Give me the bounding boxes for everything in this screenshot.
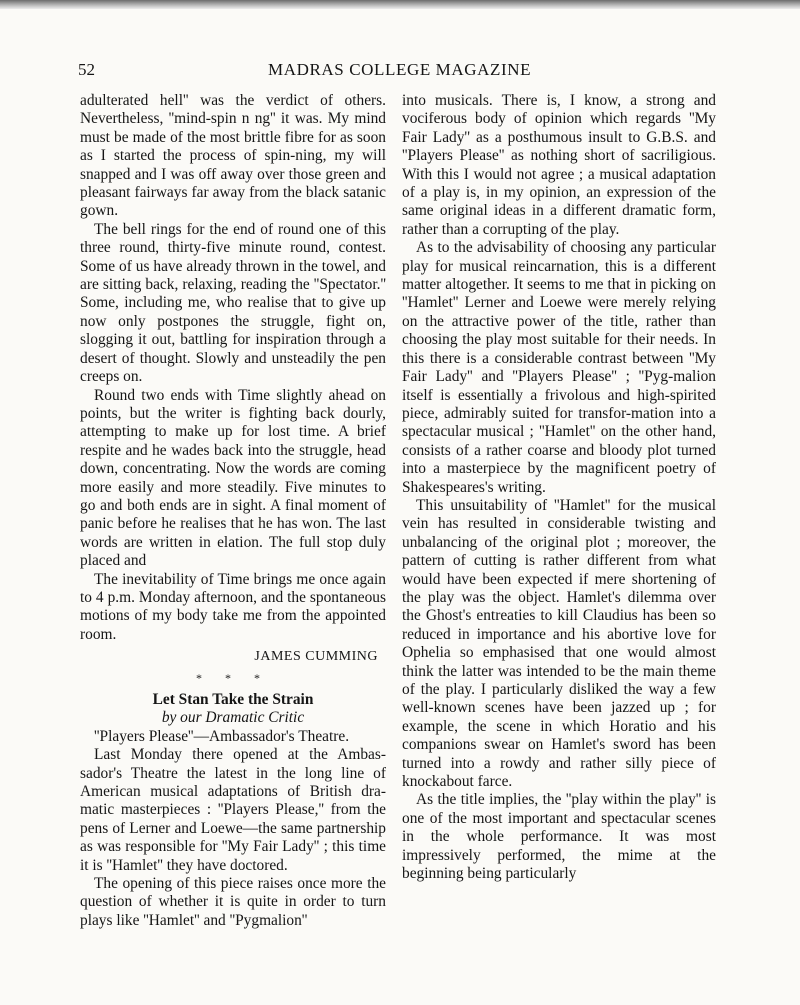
left-column bbox=[80, 92, 386, 930]
paragraph: ''Players Please''—Ambassador's Theatre. bbox=[94, 727, 350, 745]
page-header bbox=[78, 60, 718, 84]
author-signature: JAMES CUMMING bbox=[254, 649, 378, 665]
paragraph: As the title implies, the ''play within the play'' is one of the most important and spectacular scenes in the whole performance. It was most impressively performed, the mime at the beginning being particularly bbox=[402, 791, 716, 883]
scan-edge bbox=[0, 0, 800, 9]
paragraph: This unsuitability of ''Hamlet'' for the musical vein has resulted in considerable twisting and unbalancing of the original plot ; moreover, the pattern of cutting is rather different from what would have been expected if mere shortening of the play was the object. Hamlet's dilemma over the Ghost's entreaties to kill Claudius has been so reduced in importance and his abortive love for Ophelia so emphasised that one would almost think the latter was intended to be the main theme of the play. I particularly disliked the way a few well-known scenes have been jazzed up ; for example, the scene in which Horatio and his companions swear on Hamlet's sword has been turned into a rowdy and rather silly piece of knockabout farce. bbox=[402, 496, 716, 791]
section-separator: * * * bbox=[196, 670, 270, 685]
right-column bbox=[402, 92, 716, 883]
paragraph: adulterated hell'' was the verdict of others. Nevertheless, ''mind-spin n ng'' it was. My mind must be made of the most brittle fibre for as soon as I started the process of spin-ning, my will snapped and I was off away over those green and pleasant fairways far away from the black satanic gown. bbox=[80, 92, 386, 220]
paragraph: The inevitability of Time brings me once again to 4 p.m. Monday afternoon, and the spontaneous motions of my body take me from the appointed room. bbox=[80, 570, 386, 643]
article-title: Let Stan Take the Strain bbox=[152, 691, 314, 708]
paragraph: The opening of this piece raises once more the question of whether it is quite in order to turn plays like ''Hamlet'' and ''Pygmalion'' bbox=[80, 875, 386, 929]
paragraph: into musicals. There is, I know, a strong and vociferous body of opinion which regards ''My Fair Lady'' as a posthumous insult to G.B.S. and ''Players Please'' as nothing short of sacriligious. With this I would not agree ; a musical adaptation of a play is, in my opinion, an expression of the same original ideas in a different dramatic form, rather than a corrupting of the play. bbox=[402, 92, 716, 238]
running-head: MADRAS COLLEGE MAGAZINE bbox=[268, 60, 532, 79]
paragraph: The bell rings for the end of round one of this three round, thirty-five minute round, contest. Some of us have already thrown in the towel, and are sitting back, relaxing, reading the ''Spectator.'' Some, including me, who realise that to give up now only postpones the struggle, fight on, slogging it out, battling for inspiration through a desert of thought. Slowly and unsteadily the pen creeps on. bbox=[80, 220, 386, 386]
paragraph: As to the advisability of choosing any particular play for musical reincarnation, this is a different matter altogether. It seems to me that in picking on ''Hamlet'' Lerner and Loewe were merely relying on the attractive power of the title, rather than choosing the play most suitable for their needs. In this there is a considerable contrast between ''My Fair Lady'' and ''Players Please'' ; ''Pyg-malion itself is essentially a frivolous and high-spirited piece, admirably suited for transfor-mation into a spectacular musical ; ''Hamlet'' on the other hand, consists of a rather coarse and bloody plot turned into a masterpiece by the magnificent poetry of Shakespeares's writing. bbox=[402, 239, 716, 496]
page-number: 52 bbox=[78, 60, 95, 79]
paragraph: Last Monday there opened at the Ambas-sador's Theatre the latest in the long line of American musical adaptations of British dra-matic masterpieces : ''Players Please,'' from the pens of Lerner and Loewe—the same partnership as was responsible for ''My Fair Lady'' ; this time it is ''Hamlet'' they have doctored. bbox=[80, 746, 386, 874]
paragraph: Round two ends with Time slightly ahead on points, but the writer is fighting back dourly, attempting to make up for lost time. A brief respite and he wades back into the struggle, head down, concentrating. Now the words are coming more easily and more steadily. Five minutes to go and both ends are in sight. A final moment of panic before he realises that he has won. The last words are written in elation. The full stop duly placed and bbox=[80, 386, 386, 570]
article-byline: by our Dramatic Critic bbox=[161, 709, 305, 727]
